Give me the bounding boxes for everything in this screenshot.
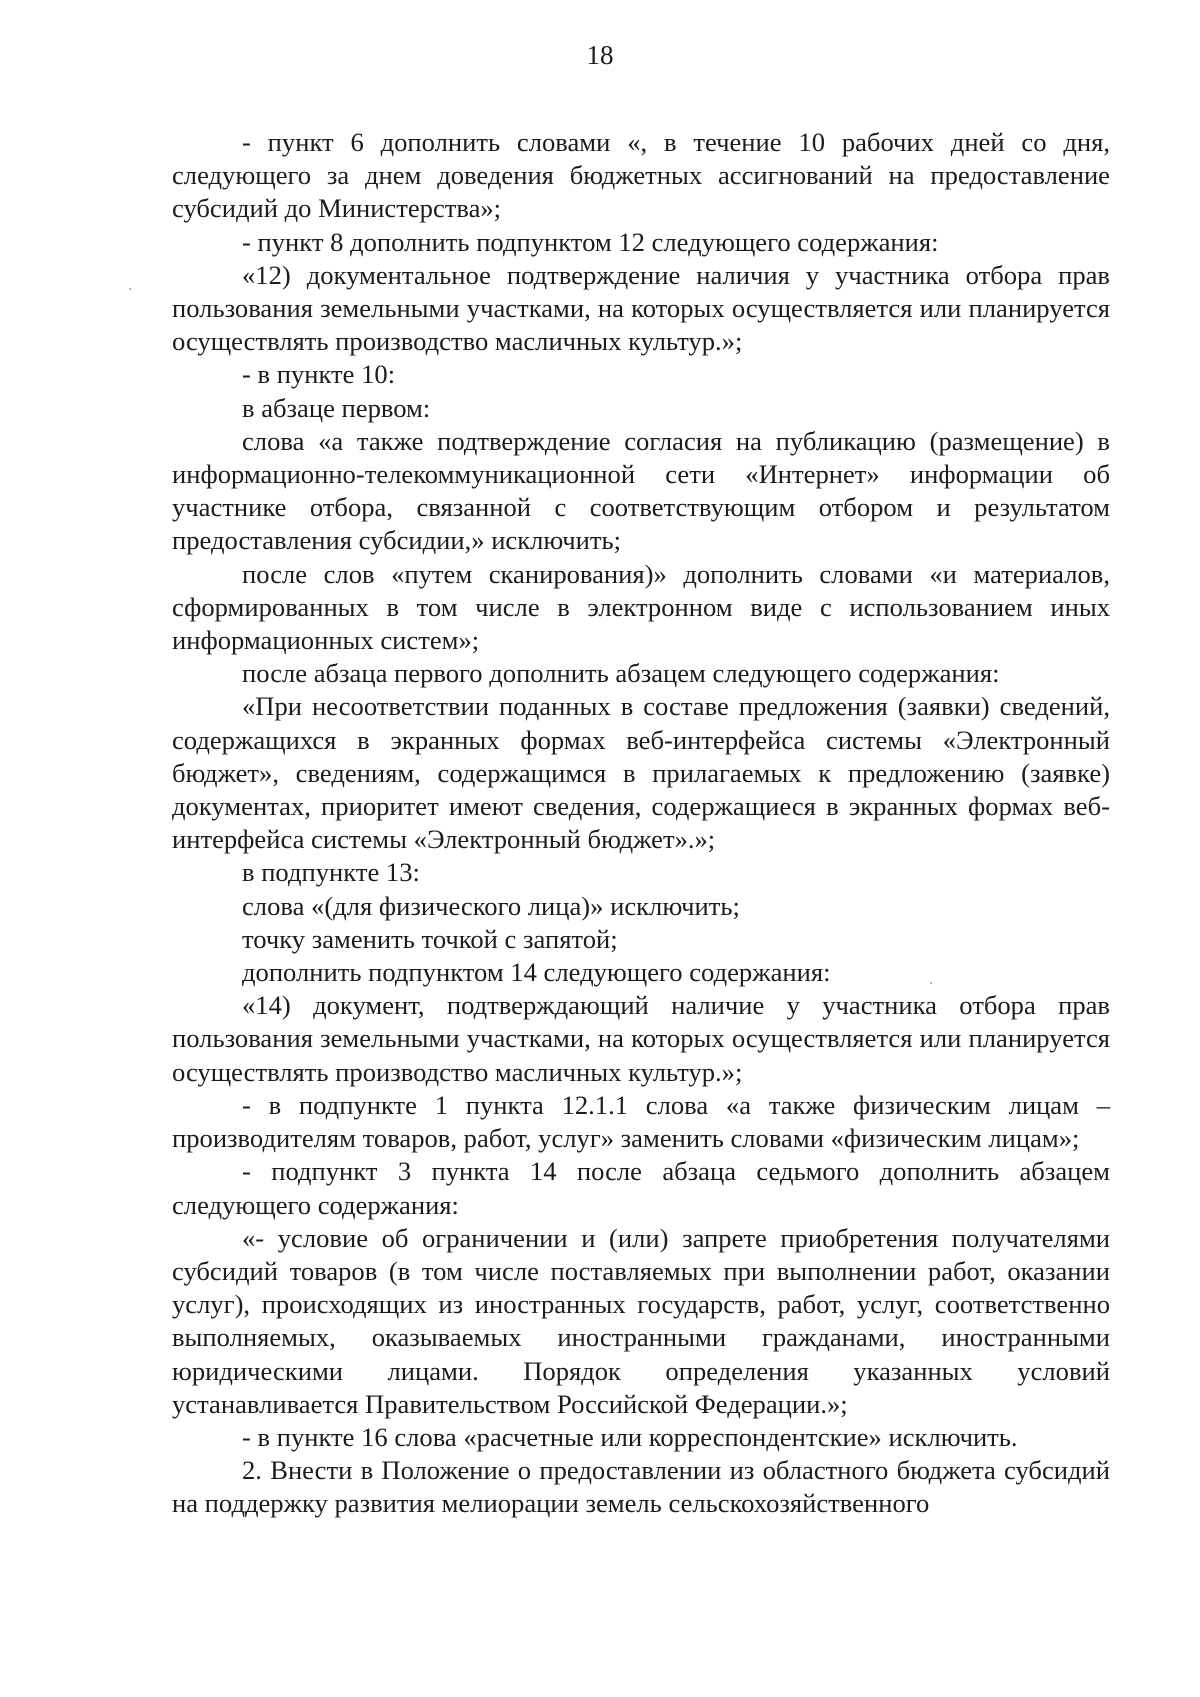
scan-speck [930, 982, 932, 984]
paragraph: в подпункте 13: [242, 857, 420, 888]
paragraph: дополнить подпунктом 14 следующего содержания: [242, 957, 831, 988]
paragraph: - пункт 8 дополнить подпунктом 12 следующего содержания: [242, 226, 939, 257]
paragraph: - пункт 6 дополнить словами «, в течение 10 рабочих дней со дня, следующего за днем доведения бюджетных ассигнований на предоставление субсидий до Министерства»; [172, 127, 1110, 224]
paragraph: слова «(для физического лица)» исключить; [242, 890, 740, 921]
document-body [172, 126, 1110, 1521]
paragraph: «14) документ, подтверждающий наличие у участника отбора прав пользования земельными участками, на которых осуществляется или планируется осуществлять производство масличных культур.»; [172, 990, 1110, 1087]
paragraph: после слов «путем сканирования)» дополнить словами «и материалов, сформированных в том числе в электронном виде с использованием иных информационных систем»; [172, 558, 1110, 656]
paragraph: в абзаце первом: [242, 392, 431, 423]
paragraph: - подпункт 3 пункта 14 после абзаца седьмого дополнить абзацем следующего содержания: [172, 1156, 1110, 1220]
paragraph: слова «а также подтверждение согласия на публикацию (размещение) в информационно-телекоммуникационной сети «Интернет» информации об участнике отбора, связанной с соответствующим отбором и результатом предоставления субсидии,» исключить; [172, 425, 1110, 556]
paragraph: «- условие об ограничении и (или) запрете приобретения получателями субсидий товаров (в том числе поставляемых при выполнении работ, оказании услуг), происходящих из иностранных государств, работ, услуг, соответственно выполняемых, оказываемых иностранными гражданами, иностранными юридическими лицами. Порядок определения указанных условий устанавливается Правительством Российской Федерации.»; [172, 1222, 1110, 1419]
scan-speck [129, 288, 131, 290]
paragraph: - в пункте 10: [242, 359, 396, 390]
page-number: 18 [586, 40, 614, 70]
paragraph: точку заменить точкой с запятой; [242, 923, 618, 954]
paragraph: 2. Внести в Положение о предоставлении из областного бюджета субсидий на поддержку развития мелиорации земель сельскохозяйственного [172, 1455, 1110, 1519]
paragraph: - в пункте 16 слова «расчетные или корреспондентские» исключить. [242, 1421, 1018, 1452]
paragraph: «12) документальное подтверждение наличия у участника отбора прав пользования земельными участками, на которых осуществляется или планируется осуществлять производство масличных культур.»; [172, 259, 1110, 357]
paragraph: после абзаца первого дополнить абзацем следующего содержания: [242, 658, 1000, 689]
paragraph: «При несоответствии поданных в составе предложения (заявки) сведений, содержащихся в экранных формах веб-интерфейса системы «Электронный бюджет», сведениям, содержащимся в прилагаемых к предложению (заявке) документах, приоритет имеют сведения, содержащиеся в экранных формах веб-интерфейса системы «Электронный бюджет».»; [172, 691, 1110, 855]
paragraph: - в подпункте 1 пункта 12.1.1 слова «а также физическим лицам – производителям товаров, работ, услуг» заменить словами «физическим лицам»; [172, 1089, 1110, 1154]
